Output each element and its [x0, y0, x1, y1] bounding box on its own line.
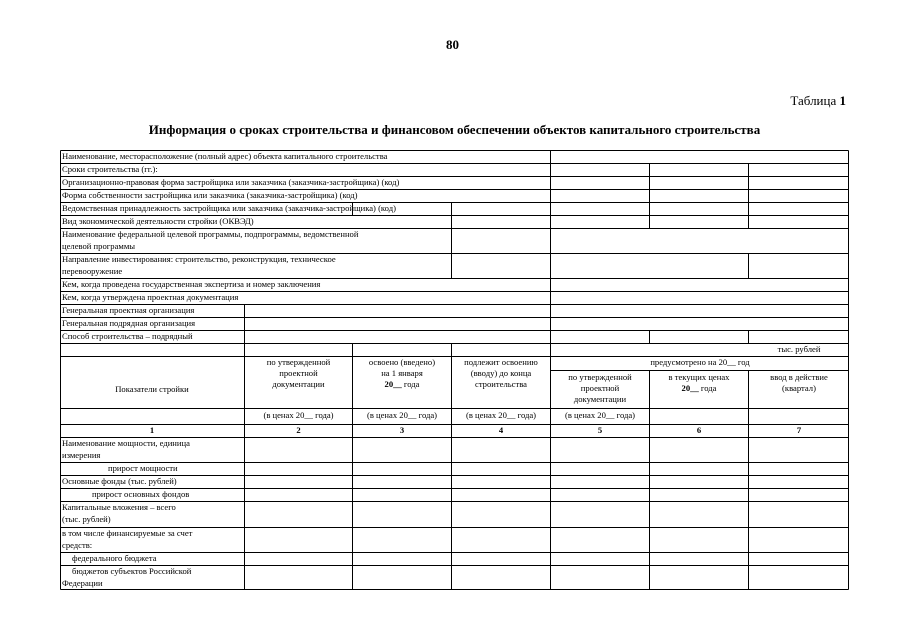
body-row-investment-line2: (тыс. рублей)	[62, 514, 111, 524]
column-number-4: 4	[498, 425, 504, 435]
header-col4-line2: (вводу) до конца	[470, 368, 532, 378]
info-row-terms: Сроки строительства (гг.):	[62, 164, 158, 174]
body-row-financed-line2: средств:	[62, 540, 93, 550]
data-table	[60, 150, 849, 590]
body-row-financed-line1: в том числе финансируемые за счет	[62, 528, 193, 538]
info-row-program-line2: целевой программы	[62, 241, 136, 251]
prices-col2: (в ценах 20__ года)	[263, 410, 334, 420]
body-row-regional-budget-line1: бюджетов субъектов Российской	[72, 566, 192, 576]
header-provided: предусмотрено на 20__ год	[650, 357, 750, 367]
info-row-investment-line1: Направление инвестирования: строительство, реконструкция, техническое	[62, 254, 336, 264]
body-row-federal-budget: федерального бюджета	[72, 553, 157, 563]
table-label-prefix: Таблица	[790, 93, 837, 108]
body-row-fixed-assets: Основные фонды (тыс. рублей)	[62, 476, 177, 486]
column-number-7: 7	[796, 425, 802, 435]
column-number-6: 6	[696, 425, 702, 435]
body-row-fixed-assets-growth: прирост основных фондов	[92, 489, 190, 499]
table-label	[600, 93, 846, 109]
header-col5-line3: документации	[573, 394, 627, 404]
column-number-3: 3	[399, 425, 405, 435]
header-col6-year: 20__	[681, 383, 699, 393]
header-col2-line1: по утвержденной	[266, 357, 331, 367]
header-col4-line3: строительства	[475, 379, 527, 389]
body-row-capacity-line1: Наименование мощности, единица	[62, 438, 190, 448]
info-row-okved: Вид экономической деятельности стройки (ОКВЭД)	[62, 216, 254, 226]
info-row-investment-line2: перевооружение	[62, 266, 123, 276]
header-col7-line2: (квартал)	[782, 383, 816, 393]
info-row-ownership: Форма собственности застройщика или заказчика (заказчика-застройщика) (код)	[62, 190, 358, 200]
header-col3-line1: освоено (введено)	[368, 357, 436, 367]
info-row-approval: Кем, когда утверждена проектная документация	[62, 292, 239, 302]
header-col3-suffix: года	[403, 379, 420, 389]
prices-col3: (в ценах 20__ года)	[366, 410, 438, 420]
info-row-contractor: Генеральная подрядная организация	[62, 318, 196, 328]
column-number-5: 5	[597, 425, 603, 435]
info-row-department: Ведомственная принадлежность застройщика или заказчика (заказчика-застройщика) (код)	[62, 203, 396, 213]
body-row-regional-budget-line2: Федерации	[62, 578, 103, 588]
header-col2-line2: проектной	[279, 368, 318, 378]
prices-col5: (в ценах 20__ года)	[564, 410, 636, 420]
units-label: тыс. рублей	[777, 344, 821, 354]
info-row-expertise: Кем, когда проведена государственная экспертиза и номер заключения	[62, 279, 321, 289]
info-row-program-line1: Наименование федеральной целевой программы, подпрограммы, ведомственной	[62, 229, 359, 239]
header-col7-line1: ввод в действие	[770, 372, 828, 382]
header-col3-line3	[353, 379, 451, 390]
table-title: Информация о сроках строительства и финансовом обеспечении объектов капитального строительства	[148, 122, 761, 137]
header-col6-line2	[650, 383, 748, 394]
header-col5-line2: проектной	[580, 383, 620, 393]
header-col6-suffix: года	[700, 383, 717, 393]
info-row-design-org: Генеральная проектная организация	[62, 305, 195, 315]
header-col2-line3: документации	[272, 379, 325, 389]
header-indicators: Показатели стройки	[115, 384, 189, 394]
body-row-investment-line1: Капитальные вложения – всего	[62, 502, 176, 512]
body-row-capacity-line2: измерения	[62, 450, 101, 460]
info-row-legal-form: Организационно-правовая форма застройщика или заказчика (заказчика-застройщика) (код)	[62, 177, 400, 187]
page-number: 80	[446, 37, 459, 52]
body-row-capacity-growth: прирост мощности	[108, 463, 178, 473]
column-number-2: 2	[296, 425, 301, 435]
header-col5-line1: по утвержденной	[568, 372, 632, 382]
info-row-address: Наименование, месторасположение (полный адрес) объекта капитального строительства	[62, 151, 388, 161]
table-label-number: 1	[839, 93, 846, 108]
header-col3-year: 20__	[384, 379, 402, 389]
header-col6-line1: в текущих ценах	[668, 372, 730, 382]
column-number-1: 1	[149, 425, 155, 435]
header-col3-line2: на 1 января	[381, 368, 423, 378]
header-col4-line1: подлежит освоению	[464, 357, 538, 367]
prices-col4: (в ценах 20__ года)	[465, 410, 537, 420]
info-row-method: Способ строительства – подрядный	[62, 331, 193, 341]
